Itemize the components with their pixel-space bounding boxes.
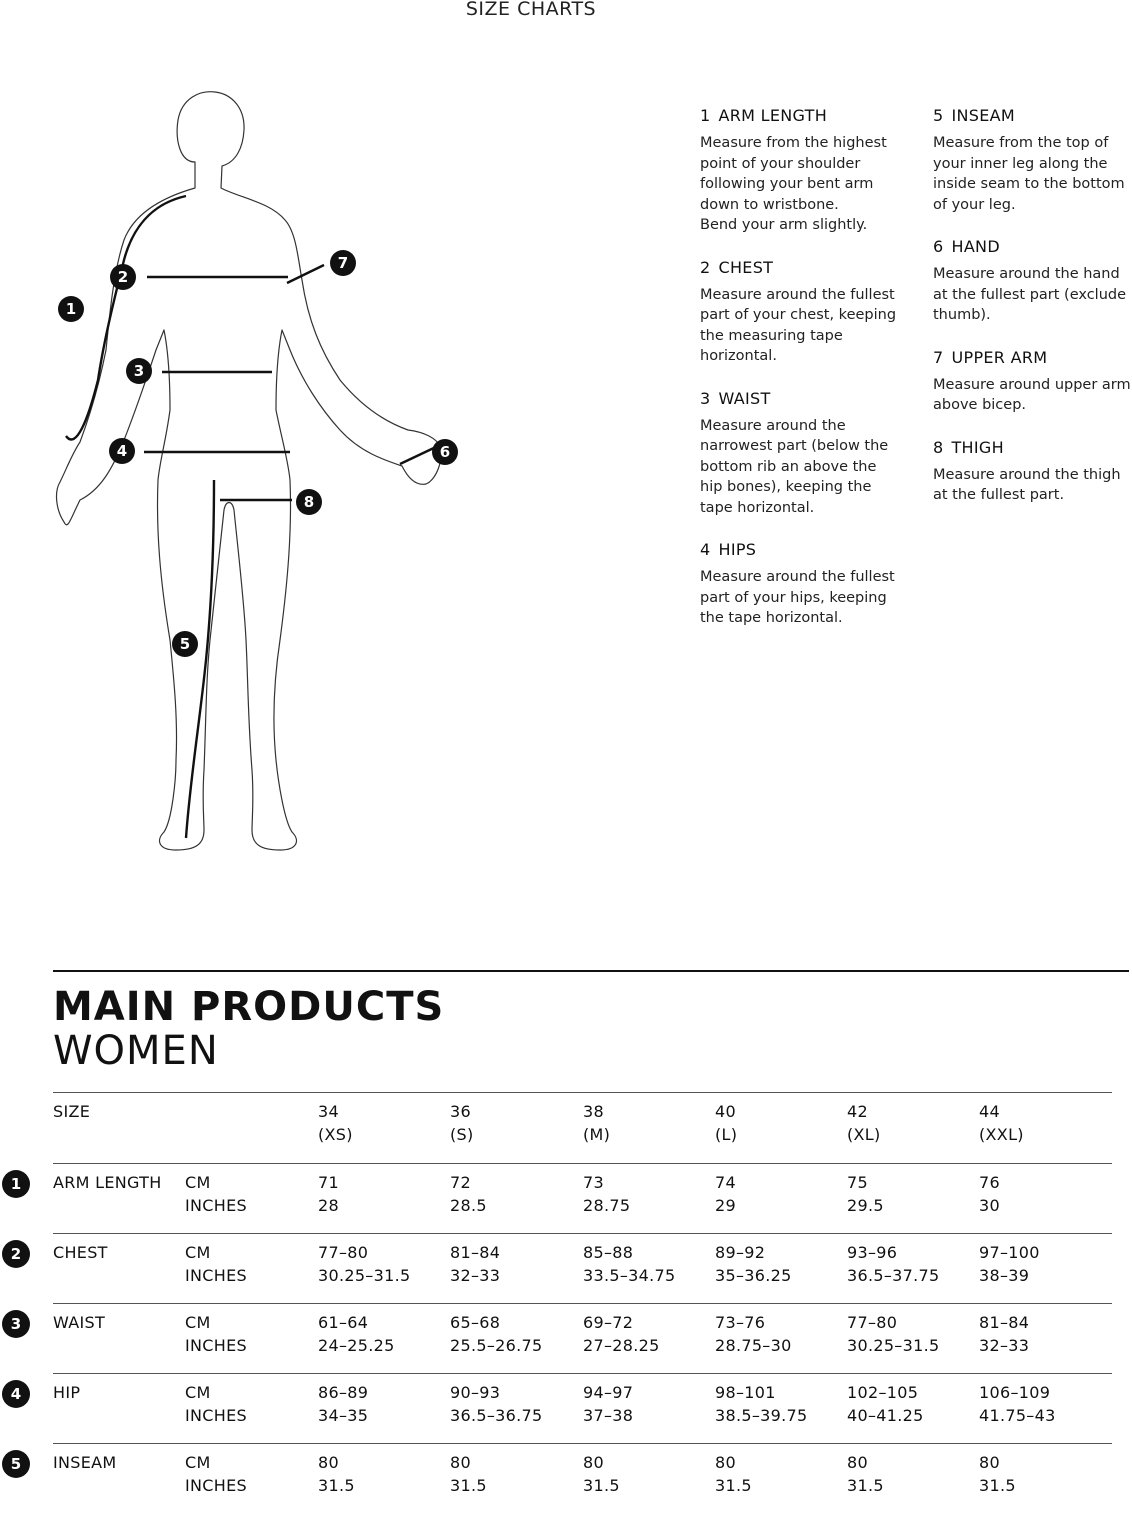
inches-value: 33.5–34.75 (583, 1266, 676, 1285)
measurement-title-text: HAND (951, 237, 1000, 256)
section-subtitle: WOMEN (53, 1028, 219, 1074)
measurement-hips (700, 540, 920, 629)
size-label: SIZE (53, 1102, 91, 1121)
cm-value: 89–92 (715, 1243, 766, 1262)
table-cell (318, 1381, 368, 1427)
figure-marker-4 (109, 438, 135, 464)
inches-value: 34–35 (318, 1406, 369, 1425)
size-column-header (450, 1100, 474, 1146)
measurement-title (700, 106, 920, 125)
measurement-number: 4 (700, 540, 711, 559)
measurement-title-text: WAIST (718, 388, 771, 408)
cm-value: 65–68 (450, 1313, 501, 1332)
unit-inches-label: INCHES (185, 1406, 247, 1425)
table-cell (979, 1311, 1029, 1357)
inches-value: 31.5 (583, 1476, 620, 1495)
svg-text:3: 3 (133, 362, 145, 380)
unit-cm-label: CM (185, 1243, 211, 1262)
inches-value: 40–41.25 (847, 1406, 924, 1425)
measurement-instructions: Measure from the highest point of your shoulder following your bent arm down to wristbone. Bend your arm slightly. (700, 135, 887, 233)
table-cell (318, 1241, 410, 1287)
table-cell (318, 1171, 339, 1217)
cm-value: 77–80 (847, 1313, 898, 1332)
svg-text:1: 1 (65, 300, 77, 318)
cm-value: 73–76 (715, 1313, 766, 1332)
table-cell (715, 1381, 807, 1427)
measurement-waist (700, 389, 920, 519)
measurement-chest (700, 258, 920, 367)
figure-marker-3 (126, 358, 152, 384)
inches-value: 32–33 (450, 1266, 501, 1285)
cm-value: 74 (715, 1173, 736, 1192)
row-units (185, 1241, 247, 1287)
table-cell (715, 1241, 792, 1287)
table-cell (715, 1451, 752, 1497)
inches-value: 31.5 (979, 1476, 1016, 1495)
inches-value: 29 (715, 1196, 736, 1215)
measurement-instructions: Measure around the narrowest part (below the bottom rib an above the hip bones), keeping the tape horizontal. (700, 417, 889, 516)
size-number: 38 (583, 1102, 604, 1121)
table-cell (979, 1451, 1016, 1497)
measurement-instructions: Measure around the thigh at the fullest part. (933, 466, 1121, 503)
row-number-badge: 5 (2, 1450, 30, 1478)
measurement-title-text: CHEST (718, 257, 774, 277)
row-number-badge: 4 (2, 1380, 30, 1408)
inches-value: 36.5–37.75 (847, 1266, 940, 1285)
table-cell (715, 1171, 736, 1217)
cm-value: 94–97 (583, 1383, 634, 1402)
measurement-title (700, 540, 920, 559)
row-number-badge: 2 (2, 1240, 30, 1268)
inches-value: 38.5–39.75 (715, 1406, 808, 1425)
measurement-number: 2 (700, 257, 711, 277)
row-units (185, 1451, 247, 1497)
row-number-badge: 3 (2, 1310, 30, 1338)
size-number: 36 (450, 1102, 471, 1121)
unit-cm-label: CM (185, 1313, 211, 1332)
measurement-number: 8 (933, 437, 944, 457)
table-cell (979, 1381, 1056, 1427)
inches-value: 31.5 (450, 1476, 487, 1495)
page-title: SIZE CHARTS (465, 0, 597, 20)
inches-value: 32–33 (979, 1336, 1030, 1355)
measurement-title (933, 348, 1131, 367)
size-number: 40 (715, 1102, 736, 1121)
row-number-badge: 1 (2, 1170, 30, 1198)
unit-cm-label: CM (185, 1173, 211, 1192)
cm-value: 80 (450, 1453, 471, 1472)
svg-text:4: 4 (116, 442, 128, 460)
inches-value: 30.25–31.5 (318, 1266, 411, 1285)
cm-value: 86–89 (318, 1383, 369, 1402)
svg-text:5: 5 (179, 635, 191, 653)
table-cell (450, 1451, 487, 1497)
cm-value: 73 (583, 1173, 604, 1192)
size-table (0, 1092, 1132, 1513)
inches-value: 28.75 (583, 1196, 631, 1215)
measurement-number: 3 (700, 388, 711, 408)
row-measurement-name: HIP (53, 1383, 81, 1402)
table-cell (318, 1451, 355, 1497)
size-number: 44 (979, 1102, 1000, 1121)
size-letter: (XL) (847, 1125, 881, 1144)
table-cell (583, 1311, 660, 1357)
size-column-header (847, 1100, 881, 1146)
section-divider (53, 970, 1129, 972)
table-row (0, 1163, 1132, 1233)
inches-value: 30.25–31.5 (847, 1336, 940, 1355)
measurement-title-text: INSEAM (951, 106, 1015, 125)
size-letter: (S) (450, 1125, 474, 1144)
inches-value: 25.5–26.75 (450, 1336, 543, 1355)
cm-value: 106–109 (979, 1383, 1051, 1402)
table-cell (318, 1311, 395, 1357)
table-cell (583, 1171, 630, 1217)
svg-text:6: 6 (439, 443, 451, 461)
measurement-hand (933, 237, 1131, 326)
figure-markers (58, 250, 458, 657)
measurement-number: 5 (933, 106, 944, 125)
svg-text:7: 7 (337, 254, 349, 272)
hand-line (400, 446, 438, 464)
inches-value: 31.5 (318, 1476, 355, 1495)
cm-value: 61–64 (318, 1313, 369, 1332)
inches-value: 27–28.25 (583, 1336, 660, 1355)
measurement-upper-arm (933, 348, 1131, 416)
measurement-number: 7 (933, 347, 944, 367)
body-measurement-figure (40, 80, 500, 860)
row-measurement-name: INSEAM (53, 1453, 117, 1472)
measurement-thigh (933, 438, 1131, 506)
cm-value: 80 (583, 1453, 604, 1472)
svg-text:8: 8 (303, 493, 315, 511)
cm-value: 93–96 (847, 1243, 898, 1262)
measurement-arm-length (700, 106, 920, 236)
row-measurement-name: CHEST (53, 1243, 108, 1262)
svg-text:2: 2 (117, 268, 129, 286)
size-number: 42 (847, 1102, 868, 1121)
measurement-instructions: Measure around the hand at the fullest part (exclude thumb). (933, 266, 1127, 323)
measurement-title (933, 237, 1131, 256)
measurement-inseam (933, 106, 1131, 215)
measurement-title (700, 258, 920, 277)
figure-marker-2 (110, 264, 136, 290)
table-row (0, 1443, 1132, 1513)
figure-head (57, 92, 442, 850)
cm-value: 71 (318, 1173, 339, 1192)
cm-value: 81–84 (979, 1313, 1030, 1332)
arm-length-line (66, 196, 186, 439)
row-measurement-name: ARM LENGTH (53, 1173, 162, 1192)
unit-inches-label: INCHES (185, 1336, 247, 1355)
table-cell (583, 1241, 675, 1287)
table-cell (847, 1241, 939, 1287)
cm-value: 98–101 (715, 1383, 776, 1402)
inches-value: 31.5 (847, 1476, 884, 1495)
size-column-header (318, 1100, 353, 1146)
inches-value: 28.5 (450, 1196, 487, 1215)
table-row (0, 1303, 1132, 1373)
measurement-instructions: Measure around the fullest part of your hips, keeping the tape horizontal. (700, 569, 895, 626)
inches-value: 28 (318, 1196, 339, 1215)
size-column-header (979, 1100, 1024, 1146)
table-cell (847, 1311, 939, 1357)
cm-value: 81–84 (450, 1243, 501, 1262)
cm-value: 72 (450, 1173, 471, 1192)
size-column-header (583, 1100, 610, 1146)
table-cell (847, 1451, 884, 1497)
figure-marker-5 (172, 631, 198, 657)
row-units (185, 1381, 247, 1427)
measurement-descriptions-left (700, 106, 920, 651)
inches-value: 30 (979, 1196, 1000, 1215)
figure-marker-1 (58, 296, 84, 322)
size-letter: (XXL) (979, 1125, 1024, 1144)
measurement-title-text: THIGH (951, 437, 1004, 457)
cm-value: 69–72 (583, 1313, 634, 1332)
measurement-descriptions-right (933, 106, 1131, 528)
measurement-instructions: Measure from the top of your inner leg along the inside seam to the bottom of your leg. (933, 135, 1125, 213)
table-cell (450, 1311, 542, 1357)
section-title: MAIN PRODUCTS (53, 984, 445, 1030)
table-cell (979, 1171, 1000, 1217)
measurement-number: 1 (700, 106, 711, 125)
cm-value: 77–80 (318, 1243, 369, 1262)
table-cell (847, 1171, 884, 1217)
table-cell (450, 1381, 542, 1427)
inseam-line (186, 480, 214, 838)
size-letter: (XS) (318, 1125, 353, 1144)
cm-value: 102–105 (847, 1383, 919, 1402)
measurement-number: 6 (933, 237, 944, 256)
measurement-title-text: UPPER ARM (951, 347, 1048, 367)
cm-value: 75 (847, 1173, 868, 1192)
cm-value: 80 (715, 1453, 736, 1472)
row-units (185, 1171, 247, 1217)
unit-cm-label: CM (185, 1453, 211, 1472)
size-column-header (715, 1100, 737, 1146)
inches-value: 38–39 (979, 1266, 1030, 1285)
row-measurement-name: WAIST (53, 1313, 106, 1332)
measurement-title (933, 106, 1131, 125)
table-cell (847, 1381, 924, 1427)
inches-value: 29.5 (847, 1196, 884, 1215)
row-units (185, 1311, 247, 1357)
figure-marker-6 (432, 439, 458, 465)
inches-value: 28.75–30 (715, 1336, 792, 1355)
size-letter: (M) (583, 1125, 611, 1144)
size-letter: (L) (715, 1125, 738, 1144)
figure-marker-8 (296, 489, 322, 515)
measurement-title (933, 438, 1131, 457)
measurement-instructions: Measure around the fullest part of your chest, keeping the measuring tape horizontal. (700, 286, 897, 364)
cm-value: 80 (979, 1453, 1000, 1472)
table-row (0, 1373, 1132, 1443)
unit-inches-label: INCHES (185, 1196, 247, 1215)
measurement-title-text: HIPS (718, 540, 757, 559)
inches-value: 37–38 (583, 1406, 634, 1425)
unit-cm-label: CM (185, 1383, 211, 1402)
inches-value: 35–36.25 (715, 1266, 792, 1285)
table-cell (979, 1241, 1040, 1287)
table-cell (450, 1241, 500, 1287)
inches-value: 41.75–43 (979, 1406, 1056, 1425)
cm-value: 80 (847, 1453, 868, 1472)
size-number: 34 (318, 1102, 339, 1121)
cm-value: 76 (979, 1173, 1000, 1192)
measurement-title-text: ARM LENGTH (718, 106, 828, 125)
cm-value: 80 (318, 1453, 339, 1472)
cm-value: 85–88 (583, 1243, 634, 1262)
inches-value: 36.5–36.75 (450, 1406, 543, 1425)
unit-inches-label: INCHES (185, 1476, 247, 1495)
upper-arm-line (287, 265, 324, 283)
measurement-title (700, 389, 920, 408)
inches-value: 24–25.25 (318, 1336, 395, 1355)
table-cell (583, 1451, 620, 1497)
table-row (0, 1233, 1132, 1303)
table-cell (583, 1381, 633, 1427)
table-header-row (0, 1092, 1132, 1163)
table-cell (450, 1171, 487, 1217)
cm-value: 90–93 (450, 1383, 501, 1402)
cm-value: 97–100 (979, 1243, 1040, 1262)
measurement-instructions: Measure around upper arm above bicep. (933, 376, 1131, 413)
table-cell (715, 1311, 792, 1357)
figure-marker-7 (330, 250, 356, 276)
inches-value: 31.5 (715, 1476, 752, 1495)
unit-inches-label: INCHES (185, 1266, 247, 1285)
